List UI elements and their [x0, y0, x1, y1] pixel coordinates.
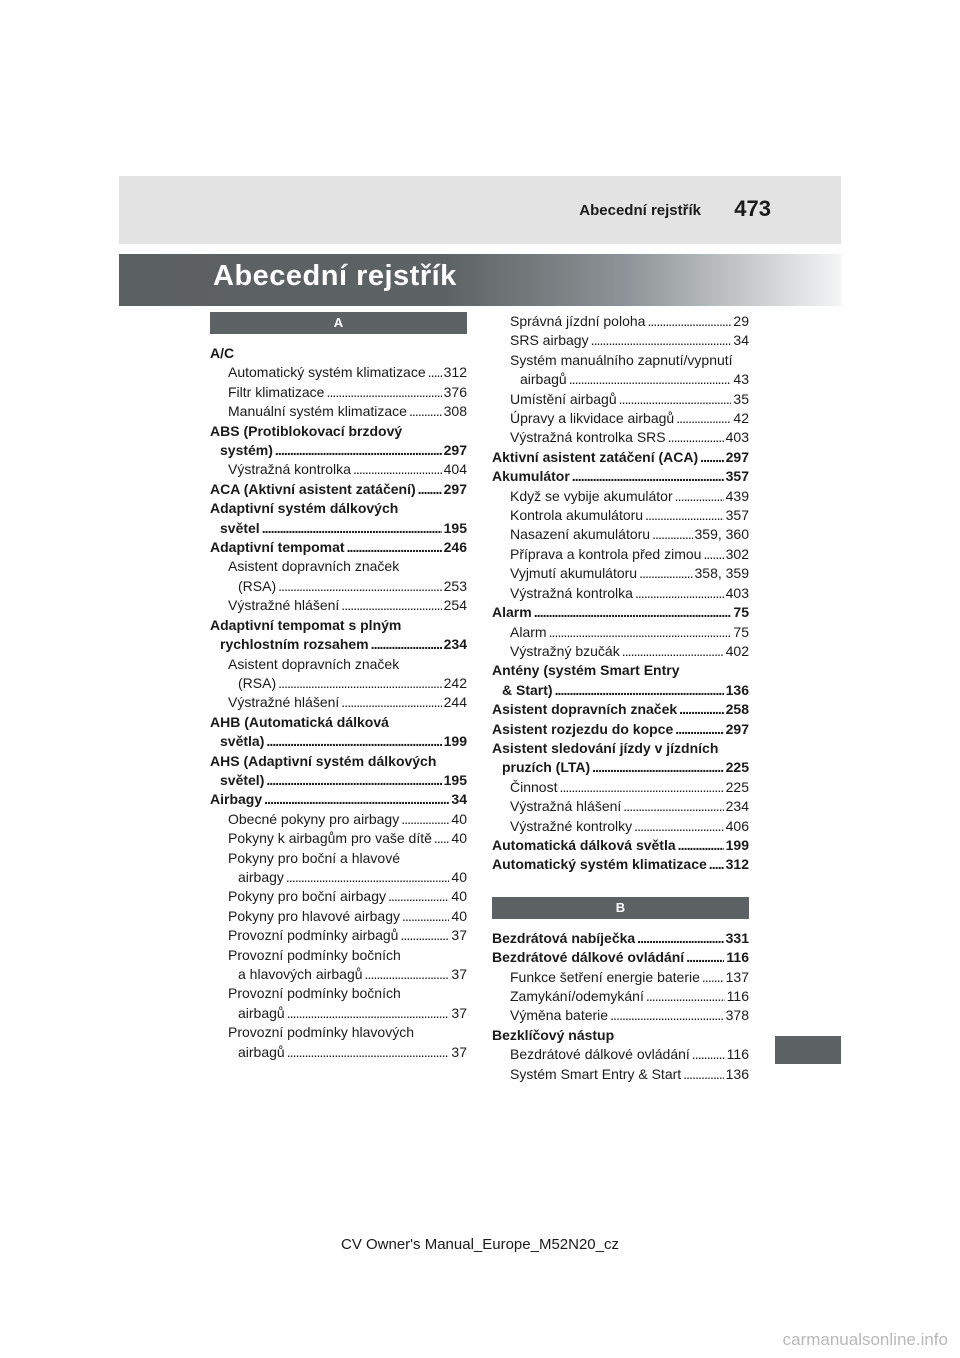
- dot-leader: [286, 868, 450, 887]
- page-reference: 40: [451, 888, 467, 905]
- index-entry: [492, 855, 749, 874]
- entry-text: Pokyny pro hlavové airbagy: [228, 907, 400, 924]
- index-entry: [210, 713, 467, 752]
- index-subentry: [492, 1065, 749, 1084]
- page-reference: 403: [725, 429, 749, 446]
- dot-leader: [428, 363, 442, 382]
- entry-text: Činnost: [510, 778, 558, 795]
- page-reference: 40: [451, 907, 467, 924]
- entry-text: Provozní podmínky bočních: [228, 946, 401, 963]
- dot-leader: [278, 577, 442, 596]
- page-reference: 136: [725, 1065, 749, 1082]
- entry-text: Zamykání/odemykání: [510, 988, 644, 1004]
- page-reference: 199: [443, 733, 467, 750]
- index-subentry: [210, 693, 467, 712]
- entry-text: Výstražné hlášení: [228, 694, 340, 711]
- entry-text: Adaptivní tempomat: [210, 539, 345, 556]
- dot-leader: [639, 564, 692, 583]
- page-reference: 312: [725, 856, 749, 873]
- entry-text: Výstražná hlášení: [510, 798, 622, 815]
- page-reference: 195: [443, 519, 467, 536]
- entry-text: A/C: [210, 345, 235, 361]
- dot-leader: [678, 836, 724, 855]
- index-entry: [210, 538, 467, 557]
- entry-text: Automatická dálková světla: [492, 836, 676, 853]
- index-subentry: [492, 987, 749, 1006]
- entry-text: ABS (Protiblokovací brzdový: [210, 422, 403, 439]
- entry-text: airbagů: [238, 1043, 285, 1060]
- page-reference: 225: [725, 778, 749, 795]
- dot-leader: [683, 1065, 723, 1084]
- entry-text: Nasazení akumulátoru: [510, 526, 651, 543]
- page-title: Abecední rejstřík: [213, 260, 457, 292]
- entry-text: Obecné pokyny pro airbagy: [228, 810, 400, 827]
- page-reference: 37: [451, 1004, 467, 1021]
- index-subentry: [492, 778, 749, 797]
- page-reference: 137: [725, 968, 749, 985]
- dot-leader: [278, 674, 442, 693]
- dot-leader: [692, 1045, 725, 1064]
- dot-leader: [635, 584, 724, 603]
- page-reference: 253: [443, 577, 467, 594]
- entry-text: Pokyny pro boční airbagy: [228, 888, 386, 905]
- entry-text: Úpravy a likvidace airbagů: [510, 410, 675, 427]
- dot-leader: [592, 758, 724, 777]
- index-entry: [210, 499, 467, 538]
- entry-text: Filtr klimatizace: [228, 383, 325, 400]
- index-subentry: [492, 642, 749, 661]
- entry-text: systém): [220, 442, 273, 459]
- dot-leader: [266, 771, 441, 790]
- entry-text: Alarm: [492, 604, 532, 621]
- entry-text: Alarm: [510, 623, 547, 640]
- index-entry: [492, 1026, 749, 1045]
- page-reference: 199: [725, 836, 749, 853]
- dot-leader: [572, 467, 724, 486]
- entry-text: světel): [220, 771, 265, 788]
- dot-leader: [700, 448, 723, 467]
- entry-text: Výstražná kontrolka: [510, 584, 633, 601]
- dot-leader: [622, 642, 724, 661]
- entry-text: Vyjmutí akumulátoru: [510, 565, 638, 582]
- entry-text: Asistent dopravních značek: [492, 701, 678, 718]
- index-subentry: [492, 331, 749, 350]
- page-number: 473: [734, 196, 771, 221]
- index-subentry: [492, 968, 749, 987]
- entry-text: Pokyny k airbagům pro vaše dítě: [228, 830, 432, 847]
- index-subentry: [210, 946, 467, 985]
- index-entry: [210, 616, 467, 655]
- letter-spacer: [492, 919, 749, 929]
- page-reference: 402: [725, 642, 749, 659]
- index-subentry: [210, 402, 467, 421]
- index-subentry: [492, 390, 749, 409]
- page-reference: 302: [725, 545, 749, 562]
- page-reference: 37: [451, 1043, 467, 1060]
- page-reference: 357: [725, 507, 749, 524]
- dot-leader: [402, 907, 449, 926]
- entry-text: Provozní podmínky bočních: [228, 985, 401, 1002]
- entry-text: Systém manuálního zapnutí/vypnutí: [510, 351, 733, 368]
- entry-text: Provozní podmínky airbagů: [228, 927, 399, 944]
- index-subentry: [210, 383, 467, 402]
- page-reference: 42: [733, 410, 749, 427]
- dot-leader: [534, 603, 732, 622]
- dot-leader: [371, 635, 442, 654]
- page-reference: 308: [443, 403, 467, 420]
- entry-text: Výstražný bzučák: [510, 642, 620, 659]
- index-subentry: [210, 907, 467, 926]
- entry-text: Příprava a kontrola před zimou: [510, 545, 702, 562]
- dot-leader: [676, 409, 731, 428]
- entry-text: světel: [220, 519, 260, 536]
- page-reference: 376: [443, 383, 467, 400]
- dot-leader: [634, 817, 723, 836]
- index-subentry: [492, 487, 749, 506]
- entry-text: Systém Smart Entry & Start: [510, 1065, 682, 1082]
- page-reference: 357: [725, 468, 749, 485]
- entry-text: Výstražné hlášení: [228, 597, 340, 614]
- dot-leader: [559, 778, 723, 797]
- dot-leader: [434, 829, 450, 848]
- letter-heading: B: [492, 897, 749, 919]
- index-subentry: [210, 810, 467, 829]
- index-entry: [210, 480, 467, 499]
- index-subentry: [210, 655, 467, 694]
- footer-document-id: CV Owner's Manual_Europe_M52N20_cz: [340, 1236, 619, 1253]
- index-subentry: [492, 1006, 749, 1025]
- page-reference: 297: [443, 442, 467, 459]
- entry-text: Asistent dopravních značek: [228, 655, 400, 672]
- chapter-thumb-tab: [775, 1036, 841, 1064]
- page-reference: 195: [443, 771, 467, 788]
- page-reference: 40: [451, 830, 467, 847]
- page-reference: 116: [726, 988, 749, 1004]
- dot-leader: [647, 312, 731, 331]
- dot-leader: [668, 428, 724, 447]
- index-entry: [492, 739, 749, 778]
- index-subentry: [492, 312, 749, 331]
- entry-text: Pokyny pro boční a hlavové: [228, 849, 400, 866]
- dot-leader: [266, 732, 441, 751]
- index-subentry: [210, 363, 467, 382]
- page-reference: 258: [725, 701, 749, 718]
- running-header: [119, 176, 841, 244]
- page-reference: 297: [725, 720, 749, 737]
- dot-leader: [686, 948, 724, 967]
- index-entry: [210, 344, 467, 363]
- page-reference: 403: [725, 584, 749, 601]
- index-entry: [492, 720, 749, 739]
- dot-leader: [610, 1006, 724, 1025]
- entry-text: Automatický systém klimatizace: [492, 856, 707, 873]
- index-subentry: [210, 557, 467, 596]
- entry-text: AHB (Automatická dálková: [210, 713, 389, 730]
- index-column-left: [210, 312, 467, 1062]
- index-column-right: [492, 312, 749, 1084]
- entry-text: Umístění airbagů: [510, 390, 617, 407]
- page-reference: 404: [443, 461, 467, 478]
- page-reference: 242: [443, 674, 467, 691]
- dot-leader: [675, 487, 724, 506]
- page-reference: 359, 360: [694, 526, 749, 543]
- page-reference: 439: [725, 487, 749, 504]
- entry-text: Kontrola akumulátoru: [510, 507, 644, 524]
- index-subentry: [492, 545, 749, 564]
- dot-leader: [287, 1004, 450, 1023]
- page-reference: 116: [726, 1046, 749, 1063]
- page-reference: 378: [725, 1007, 749, 1024]
- index-subentry: [492, 506, 749, 525]
- entry-text: Akumulátor: [492, 468, 570, 485]
- entry-text: Antény (systém Smart Entry: [492, 662, 680, 679]
- entry-text: Výměna baterie: [510, 1007, 609, 1024]
- dot-leader: [418, 480, 442, 499]
- entry-text: Automatický systém klimatizace: [228, 364, 426, 381]
- entry-text: Adaptivní tempomat s plným: [210, 616, 402, 633]
- page-reference: 225: [725, 759, 749, 776]
- letter-spacer: [210, 334, 467, 344]
- entry-text: Když se vybije akumulátor: [510, 487, 673, 504]
- dot-leader: [555, 681, 724, 700]
- page-reference: 331: [725, 929, 749, 946]
- entry-text: (RSA): [238, 674, 277, 691]
- running-header-section: Abecední rejstřík: [579, 202, 701, 219]
- page-reference: 35: [733, 390, 749, 407]
- index-entry: [492, 700, 749, 719]
- dot-leader: [623, 797, 723, 816]
- entry-text: pruzích (LTA): [502, 759, 591, 776]
- index-entry: [492, 836, 749, 855]
- dot-leader: [652, 525, 692, 544]
- entry-text: a hlavových airbagů: [238, 966, 363, 982]
- page-reference: 297: [725, 448, 749, 465]
- index-entry: [492, 448, 749, 467]
- dot-leader: [409, 402, 442, 421]
- dot-leader: [400, 926, 449, 945]
- page-reference: 116: [726, 949, 749, 966]
- dot-leader: [637, 929, 723, 948]
- dot-leader: [679, 700, 723, 719]
- index-subentry: [492, 623, 749, 642]
- page-reference: 34: [733, 332, 749, 349]
- entry-text: Výstražné kontrolky: [510, 817, 633, 834]
- dot-leader: [702, 968, 724, 987]
- entry-text: airbagů: [238, 1004, 285, 1021]
- entry-text: Funkce šetření energie baterie: [510, 968, 700, 985]
- entry-text: Správná jízdní poloha: [510, 313, 646, 329]
- title-banner: [119, 254, 841, 306]
- index-subentry: [210, 849, 467, 888]
- index-entry: [210, 752, 467, 791]
- index-subentry: [210, 829, 467, 848]
- page-reference: 234: [443, 636, 467, 653]
- dot-leader: [262, 519, 442, 538]
- page-reference: 234: [725, 798, 749, 815]
- entry-text: rychlostním rozsahem: [220, 636, 369, 653]
- dot-leader: [646, 987, 725, 1006]
- page-reference: 75: [733, 604, 749, 621]
- index-entry: [492, 603, 749, 622]
- index-entry: [210, 790, 467, 809]
- index-entry: [492, 929, 749, 948]
- page-reference: 29: [733, 313, 749, 329]
- index-subentry: [210, 1023, 467, 1062]
- page-reference: 297: [443, 480, 467, 497]
- index-entry: [492, 467, 749, 486]
- watermark: carmanualsonline.info: [782, 1330, 948, 1349]
- index-subentry: [492, 351, 749, 390]
- page-reference: 75: [733, 623, 749, 640]
- entry-text: Asistent rozjezdu do kopce: [492, 720, 674, 737]
- entry-text: & Start): [502, 681, 553, 698]
- entry-text: Bezdrátové dálkové ovládání: [510, 1046, 690, 1063]
- entry-text: světla): [220, 733, 265, 750]
- index-subentry: [210, 984, 467, 1023]
- page-reference: 254: [443, 597, 467, 614]
- dot-leader: [388, 887, 449, 906]
- dot-leader: [591, 331, 732, 350]
- dot-leader: [401, 810, 449, 829]
- entry-text: Bezdrátové dálkové ovládání: [492, 949, 685, 966]
- dot-leader: [569, 370, 732, 389]
- page-reference: 136: [725, 681, 749, 698]
- dot-leader: [645, 506, 724, 525]
- dot-leader: [353, 460, 442, 479]
- page-reference: 37: [451, 966, 467, 982]
- dot-leader: [619, 390, 732, 409]
- dot-leader: [287, 1043, 450, 1062]
- index-subentry: [492, 428, 749, 447]
- index-subentry: [210, 460, 467, 479]
- entry-text: Provozní podmínky hlavových: [228, 1024, 414, 1041]
- page-reference: 40: [451, 868, 467, 885]
- index-subentry: [492, 584, 749, 603]
- entry-text: airbagy: [238, 868, 284, 885]
- entry-text: ACA (Aktivní asistent zatáčení): [210, 480, 416, 497]
- page-reference: 244: [443, 694, 467, 711]
- page-reference: 358, 359: [694, 565, 749, 582]
- index-subentry: [492, 564, 749, 583]
- index-subentry: [492, 525, 749, 544]
- index-subentry: [492, 797, 749, 816]
- entry-text: Aktivní asistent zatáčení (ACA): [492, 448, 699, 465]
- index-subentry: [210, 596, 467, 615]
- page-reference: 246: [443, 539, 467, 556]
- dot-leader: [341, 596, 441, 615]
- dot-leader: [675, 720, 723, 739]
- page-reference: 34: [451, 791, 467, 808]
- letter-heading: A: [210, 312, 467, 334]
- dot-leader: [549, 623, 732, 642]
- entry-text: Výstražná kontrolka SRS: [510, 429, 666, 446]
- dot-leader: [326, 383, 441, 402]
- dot-leader: [341, 693, 441, 712]
- index-entry: [210, 422, 467, 461]
- page-reference: 312: [443, 364, 467, 381]
- entry-text: Asistent sledování jízdy v jízdních: [492, 739, 719, 756]
- entry-text: Bezklíčový nástup: [492, 1026, 615, 1043]
- entry-text: AHS (Adaptivní systém dálkových: [210, 752, 437, 769]
- index-entry: [492, 661, 749, 700]
- section-gap: [492, 875, 749, 897]
- index-subentry: [492, 817, 749, 836]
- entry-text: SRS airbagy: [510, 332, 589, 349]
- index-entry: [492, 948, 749, 967]
- page-reference: 406: [725, 817, 749, 834]
- entry-text: Airbagy: [210, 791, 263, 808]
- dot-leader: [365, 965, 450, 984]
- dot-leader: [264, 790, 449, 809]
- entry-text: Asistent dopravních značek: [228, 558, 400, 575]
- index-subentry: [492, 409, 749, 428]
- index-subentry: [210, 887, 467, 906]
- entry-text: Manuální systém klimatizace: [228, 403, 407, 420]
- page-reference: 40: [451, 810, 467, 827]
- entry-text: Bezdrátová nabíječka: [492, 929, 636, 946]
- dot-leader: [703, 545, 723, 564]
- dot-leader: [347, 538, 442, 557]
- index-subentry: [492, 1045, 749, 1064]
- dot-leader: [275, 441, 442, 460]
- entry-text: Výstražná kontrolka: [228, 461, 351, 478]
- page-reference: 43: [733, 371, 749, 388]
- entry-text: airbagů: [520, 371, 567, 388]
- entry-text: (RSA): [238, 577, 277, 594]
- page-reference: 37: [451, 927, 467, 944]
- dot-leader: [709, 855, 724, 874]
- index-subentry: [210, 926, 467, 945]
- entry-text: Adaptivní systém dálkových: [210, 500, 399, 517]
